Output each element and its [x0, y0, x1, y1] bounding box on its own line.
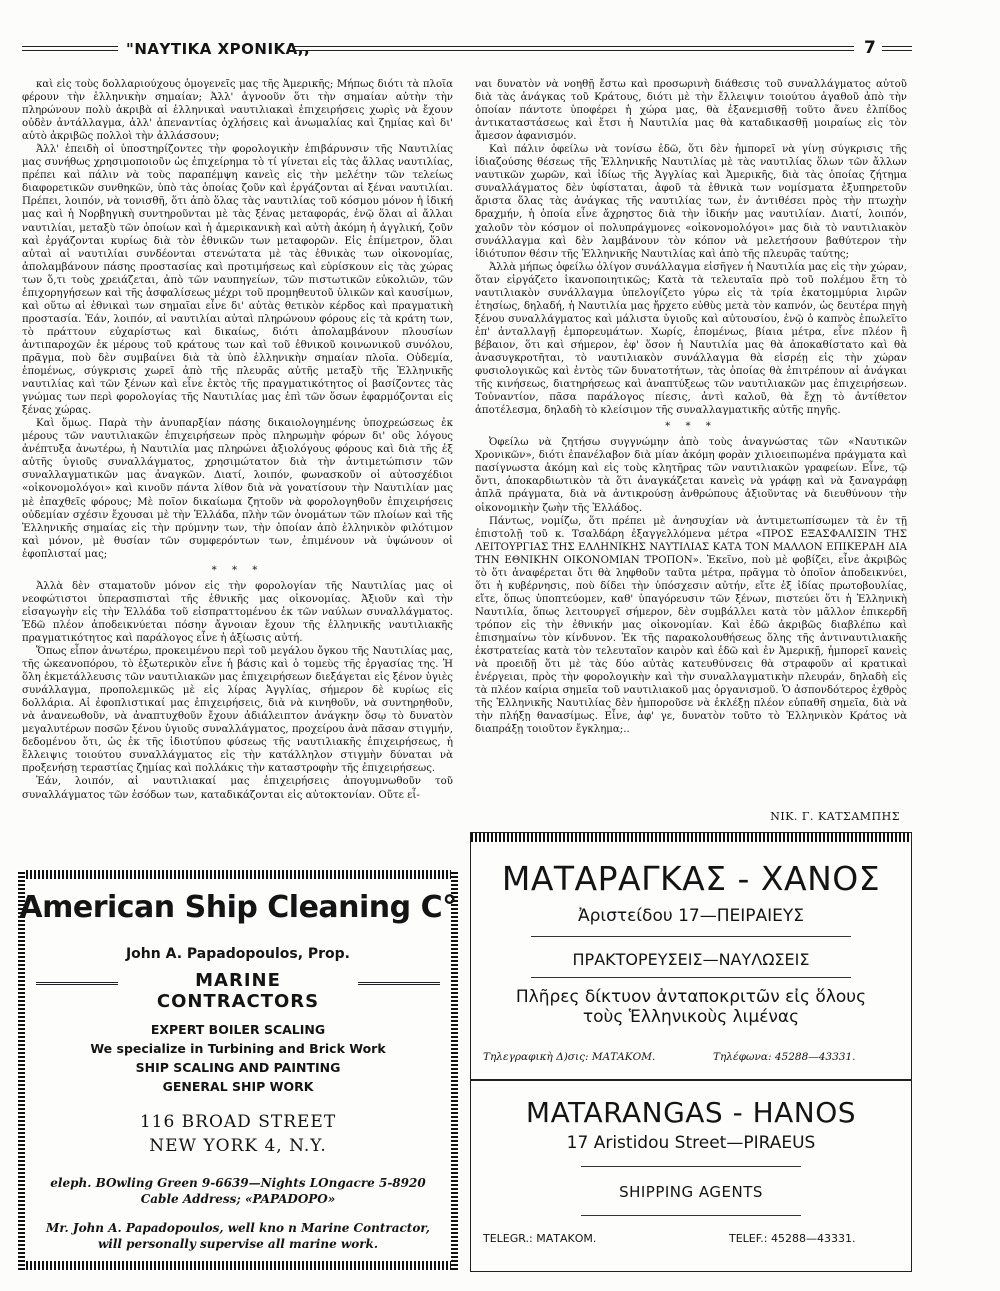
ad-services-english: SHIPPING AGENTS — [619, 1183, 763, 1201]
ad-divider — [581, 1215, 801, 1216]
ad-telegraph-greek: Τηλεγραφικὴ Δ)σις: ΜΑΤΑΚΟΜ. — [483, 1051, 656, 1063]
article-column-right — [475, 78, 907, 828]
page-header — [22, 38, 912, 62]
ad-service-line: We specialize in Turbining and Brick Work — [90, 1041, 386, 1056]
article-paragraph: Ὅπως εἶπον ἀνωτέρω, προκειμένου περὶ τοῦ μεγάλου ὄγκου τῆς Ναυτιλίας μας, τῆς ὠκεανοπόρου, τὸ ἐξωτερικὸν εἶνε ἡ βάσις καὶ ὁ τομεὺς τῆς ἐργασίας της. Ἡ ὅλη ἐκμετάλλευσις τῶν ναυτιλιακῶν μας ἐπιχειρήσεων διεξάγεται εἰς ξένον ὑγιὲς συνάλλαγμα, προπολεμικῶς μὲ εἰς λίρας Ἀγγλίας, σήμερον δὲ κυρίως εἰς δολλάρια. Αἱ ἐφοπλιστικαί μας ἐπιχειρήσεις, διὰ νὰ κινηθοῦν, νὰ συντηρηθοῦν, νὰ ἀνανεωθοῦν, νὰ ἀναπτυχθοῦν ἔχουν ἀδιάλειπτον ἀνάγκην ὅσῳ τὸ δυνατὸν μεγαλυτέρων ποσῶν ξένου ὑγιοῦς συναλλάγματος, προχείρου ἀνὰ πᾶσαν στιγμήν, δεδομένου ὅτι, ὡς ἐκ τῆς ἰδιοτύπου φύσεως τῆς ναυτιλιακῆς ἐπιχειρήσεως, ἡ ἔλλειψις τοιούτου συναλλάγματος εἰς τὴν κατάλληλον στιγμὴν δύναται νὰ προξενήσῃ τεραστίας ζημίας καὶ πολλάκις τὴν καταστροφὴν τῆς ἐπιχειρήσεως. — [22, 646, 453, 775]
ad-border-top — [471, 833, 911, 842]
article-paragraph: Καὶ ὅμως. Παρὰ τὴν ἀνυπαρξίαν πάσης δικαιολογημένης ὑποχρεώσεως ἐκ μέρους τῶν ναυτιλιακῶν ἐπιχειρήσεων πρὸς πληρωμὴν φόρων δι' οὓς λόγους ἀνέπτυξα ἀνωτέρω, ἡ Ναυτιλία μας πληρώνει ἀξιολόγους φόρους καὶ διὰ τῆς ἐξ αὐτῆς ὑγιοῦς συναλλάγματος, χρησιμώτατον διὰ τὴν ἀντιμετώπισιν τῶν συναλλαγματικῶν μας ἀναγκῶν. Διατί, λοιπόν, φωνασκοῦν οἱ αὐτοσχέδιοι «οἰκονομολόγοι» καὶ κινοῦν πάντα λίθον διὰ νὰ γονατίσουν τὴν Ναυτιλίαν μας μὲ ἐπαχθεῖς φόρους; Μὲ ποῖον δικαίωμα ζητοῦν νὰ φορολογηθοῦν ἐπιχειρήσεις οὐδεμίαν σχέσιν ἔχουσαι μὲ τὴν Ἑλλάδα, πλὴν τῶν ὀνομάτων τῶν πλοίων καὶ τῆς Ἑλληνικῆς σημαίας εἰς τὴν πρύμνην των, τὴν ὁποίαν ἀπὸ ἑλληνικὸν φιλότιμον καὶ μόνον, μὲ θυσίαν τῶν συμφερόντων των, ἐπιμένουν νὰ ὑψώνουν οἱ ἐφοπλισταί μας; — [22, 418, 453, 560]
ad-phone-greek: Τηλέφωνα: 45288—43331. — [713, 1051, 856, 1063]
ad-company-name: American Ship Cleaning C° — [19, 890, 457, 925]
ad-note-line: Mr. John A. Papadopoulos, well kno n Marine Contractor, — [46, 1221, 430, 1235]
ad-address — [18, 1110, 458, 1158]
article-paragraph: ναι δυνατὸν νὰ νοηθῇ ἔστω καὶ προσωρινὴ διάθεσις τοῦ συναλλάγματος αὐτοῦ διὰ τὰς ἀνάγκας τοῦ Κράτους, διότι μὲ τὴν ἔλλειψιν τοιούτου ἀγαθοῦ ἀπὸ τὴν ὁποίαν πάντοτε ὑποφέρει ἡ χώρα μας, θὰ ἐξανεμισθῇ τοῦτο ἄνευ ἐλπίδος ἀντικαταστάσεως καὶ ἔτσι ἡ Ναυτιλία μας θὰ καταδικασθῇ μοιραίως εἰς τὸν ἄμεσον ἀφανισμόν. — [475, 79, 907, 143]
article-paragraph: Ἀλλὰ δὲν σταματοῦν μόνον εἰς τὴν φορολογίαν τῆς Ναυτιλίας μας οἱ νεοφώτιστοι ὑπερασπισταὶ τῆς ἐθνικῆς μας οἰκονομίας. Ἀξιοῦν καὶ τὴν εἰσαγωγὴν εἰς τὴν Ἑλλάδα τοῦ εἰσπραττομένου ἐκ τῶν ναύλων συναλλάγματος. Ἐδῶ πλέον ἀποδεικνύεται πόσην ἄγνοιαν ἔχουν τῆς ἑλληνικῆς ναυτιλιακῆς πραγματικότητος καὶ παράλογος εἶνε ἡ ἀξίωσις αὐτή. — [22, 580, 453, 644]
ad-service-line: SHIP SCALING AND PAINTING — [135, 1060, 341, 1075]
article-paragraph: Ὀφείλω νὰ ζητήσω συγγνώμην ἀπὸ τοὺς ἀναγνώστας τῶν «Ναυτικῶν Χρονικῶν», διότι ἐπανέλαβον διὰ μίαν ἀκόμη φορὰν χιλιοειπωμένα πράγματα καὶ πασίγνωστα ἀκόμη καὶ εἰς τοὺς κλητῆρας τῶν ναυτιλιακῶν γραφείων. Εἶνε, τῷ ὄντι, ἀποκαρδιωτικὸν τὰ ὅτι ἀναγκάζεται κανεὶς νὰ γράφῃ καὶ νὰ ξαναγράφῃ ἁπλᾶ πράγματα, διὰ νὰ ἀντικρούσῃ ἀνθρώπους ἀξιοῦντας νὰ διευθύνουν τὴν οἰκονομικὴν ζωὴν τῆς Ἑλλάδος. — [475, 437, 907, 514]
ad-note — [18, 1220, 458, 1252]
header-rule-mid-2 — [292, 50, 854, 51]
article-paragraph: καὶ εἰς τοὺς δολλαριούχους ὁμογενεῖς μας τῆς Ἀμερικῆς; Μήπως διότι τὰ πλοῖα φέρουν τὴν ἑλληνικὴν σημαίαν; Ἀλλ' ἀγνοοῦν ὅτι τὴν σημαίαν αὐτὴν τὴν πληρώνουν πολὺ ἀκριβὰ αἱ ἑλληνικαὶ ναυτιλιακαὶ ἐπιχειρήσεις χωρὶς νὰ ἔχουν οὐδὲν ἀντάλλαγμα, ἀλλ' ἀπεναντίας ὀχλήσεις καὶ ἀνωμαλίας καὶ ζημίας καὶ δι' αὐτὸ ἀκριβῶς πολλοὶ τὴν ἀλλάσσουν; — [22, 79, 453, 143]
ad-cable: Cable Address; «PAPADOPO» — [140, 1192, 336, 1206]
author-signature: ΝΙΚ. Γ. ΚΑΤΣΑΜΠΗΣ — [770, 810, 900, 823]
section-separator: * * * — [665, 421, 717, 433]
ad-divider — [531, 936, 851, 937]
advertisement-mataragkas-hanos — [470, 832, 912, 1272]
ad-rule-left — [36, 982, 118, 985]
ad-note-line: will personally supervise all marine work. — [97, 1237, 379, 1251]
article-column-left — [22, 78, 453, 858]
ad-divider — [581, 1166, 801, 1167]
header-rule-right — [882, 46, 912, 47]
ad-network-line: Πλῆρες δίκτυον ἀνταποκριτῶν εἰς ὅλους — [515, 987, 867, 1007]
header-rule-right-2 — [882, 50, 912, 51]
ad-contact — [18, 1175, 458, 1207]
ad-border-bottom — [18, 1261, 458, 1270]
advertisement-american-ship-cleaning — [18, 870, 458, 1270]
header-rule-left — [22, 46, 118, 47]
article-paragraph: Πάντως, νομίζω, ὅτι πρέπει μὲ ἀνησυχίαν νὰ ἀντιμετωπίσωμεν τὰ ἐν τῇ ἐπιστολῇ τοῦ κ. Τσαλδάρη ἐξαγγελλόμενα μέτρα «ΠΡΟΣ ΕΞΑΣΦΑΛΙΣΙΝ ΤΗΣ ΛΕΙΤΟΥΡΓΙΑΣ ΤΗΣ ΕΛΛΗΝΙΚΗΣ ΝΑΥΤΙΛΙΑΣ ΚΑΤΑ ΤΟΝ ΜΑΛΛΟΝ ΕΠΙΚΕΡΔΗ ΔΙΑ ΤΗΝ ΕΘΝΙΚΗΝ ΟΙΚΟΝΟΜΙΑΝ ΤΡΟΠΟΝ». Ἐκεῖνο, ποὺ μὲ φοβίζει, εἶνε ἀκριβῶς τὸ ὅτι ἀναφέρεται ὅτι θὰ ληφθοῦν ταῦτα μέτρα, πρᾶγμα τὸ ὁποῖον ἀποδεικνύει, ὅτι ἡ κυβέρνησις, ποὺ δίδει τὴν ὑπόσχεσιν αὐτήν, εἴτε ἐξ ἰδίας πρωτοβουλίας, εἴτε, ὅπως ὑποπτεύομεν, καθ' ὑπαγόρευσιν τῶν ξένων, πιστεύει ὅτι ἡ Ἑλληνικὴ Ναυτιλία, ὅπως λειτουργεῖ σήμερον, δὲν συμβάλλει κατὰ τὸν μᾶλλον ἐπικερδῆ τρόπον εἰς τὴν ἐθνικήν μας οἰκονομίαν. Καὶ ἐδῶ ἀκριβῶς διαβλέπω καὶ ἐπισημαίνω τὸν κίνδυνον. Ἐκ τῆς παρακολουθήσεως ὅλης τῆς ἀντιναυτιλιακῆς ἐκστρατείας κατὰ τὸν τελευταῖον καιρὸν καὶ ἐδῶ καὶ ἐν Ἀμερικῇ, ἠμπορεῖ κανεὶς νὰ προειδῇ ὅτι μὲ τὰς δύο αὐτὰς κατευθύνσεις θὰ στραφοῦν αἱ κρατικαὶ ἐνέργειαι, πρὸς τὴν φορολογικὴν καὶ τὴν συναλλαγματικὴν πλευράν, δηλαδὴ εἰς τὰ πλέον καίρια σημεῖα τοῦ ναυτιλιακοῦ μας ὀργανισμοῦ. Ὁ ἀσπονδότερος ἐχθρὸς τῆς Ἑλληνικῆς Ναυτιλίας δὲν ἠμποροῦσε νὰ ἐκλέξῃ πλέον εὐπαθῆ σημεῖα, διὰ νὰ τὴν πλήξῃ θανασίμως. Εἶνε, ἀφ' γε, δυνατὸν τοῦτο τὸ Ἑλληνικὸν Κράτος νὰ διαπράξῃ τοιοῦτον ἔγκλημα;.. — [475, 515, 907, 736]
ad-proprietor: John A. Papadopoulos, Prop. — [125, 946, 351, 962]
article-paragraph: Καὶ πάλιν ὀφείλω νὰ τονίσω ἐδῶ, ὅτι δὲν ἠμπορεῖ νὰ γίνῃ σύγκρισις τῆς ἰδιαζούσης θέσεως τῆς Ἑλληνικῆς Ναυτιλίας μὲ τὰς ναυτιλίας ὅλων τῶν ἄλλων ναυτικῶν χωρῶν, καὶ ἰδίως τῆς Ἀγγλίας καὶ Ἀμερικῆς, διὰ τὰς ὁποίας ζήτημα συναλλάγματος δὲν ὑφίσταται, ἀφοῦ τὰ ἐθνικὰ των νομίσματα ἐξυπηρετοῦν ἄριστα ὅλας τὰς ἀνάγκας τῆς ναυτιλίας των, ἐν ἀντιθέσει πρὸς τὴν πτωχὴν δραχμήν, ἡ ὁποία εἶνε ἄχρηστος διὰ τὴν ἰδικήν μας ναυτιλίαν. Διατί, λοιπόν, χαλοῦν τὸν κόσμον οἱ πολυπράγμονες «οἰκονομολόγοι» μας διὰ τὸ ναυτιλιακὸν συνάλλαγμα καὶ δὲν λαμβάνουν τὸν κόπον νὰ μελετήσουν βαθύτερον τὴν ἰδιότυπον θέσιν τῆς Ἑλληνικῆς Ναυτιλίας καὶ ἀπὸ τῆς πλευρᾶς ταύτης; — [475, 144, 907, 260]
page-number: 7 — [864, 38, 876, 58]
section-separator: * * * — [211, 564, 264, 576]
ad-phone: eleph. BOwling Green 9-6639—Nights LOngacre 5-8920 — [50, 1176, 426, 1190]
ad-divider — [531, 977, 851, 978]
ad-network-line: τοὺς Ἑλληνικοὺς λιμένας — [582, 1007, 800, 1027]
journal-title: "ΝΑΥΤΙΚΑ ΧΡΟΝΙΚΑ,, — [126, 40, 311, 58]
ad-network-greek — [471, 987, 911, 1027]
ad-rule-right — [358, 982, 440, 985]
ad-border-top — [18, 870, 458, 879]
article-paragraph: Ἀλλ' ἐπειδὴ οἱ ὑποστηρίζοντες τὴν φορολογικὴν ἐπιβάρυνσιν τῆς Ναυτιλίας μας συνήθως χρησιμοποιοῦν ὡς ἐπιχείρημα τὸ τί γίνεται εἰς τὰς ἄλλας ναυτιλίας, πρέπει καὶ πάλιν νὰ τοὺς παραπέμψη κανεὶς εἰς τὴν μελέτην τῶν τελείως διαφορετικῶν συνθηκῶν, ὑπὸ τὰς ὁποίας ζοῦν καὶ ἐργάζονται αἱ ξέναι ναυτιλίαι. Πρέπει, λοιπόν, νὰ τονισθῆ, ὅτι ἀπὸ ὅλας τὰς ναυτιλίας τοῦ κόσμου μόνον ἡ ἰδική μας καὶ ἡ Νορβηγικὴ συντηροῦνται μὲ τὰς ξένας μεταφοράς, ἐνῷ ὅλαι αἱ ἄλλαι ναυτιλίαι, μεταξὺ τῶν ὁποίων καὶ ἡ ἀμερικανικὴ καὶ αὐτὴ ἀκόμη ἡ ἀγγλική, ζοῦν καὶ ἐργάζονται κυρίως διὰ τὸν ἐθνικῶν των μεταφορῶν. Εἰς ἐπίμετρον, ὅλαι αὐταὶ αἱ ναυτιλίαι συνδέονται στενώτατα μὲ τὰς ἐθνικὰς των οἰκονομίας, ἀπολαμβάνουν πάσης προστασίας καὶ προτιμήσεως καὶ εὑρίσκουν εἰς τὰς χώρας των ὅ,τι τοὺς χρειάζεται, ἀπὸ τῶν ναυπηγείων, τῶν πιστωτικῶν εὐκολιῶν, τῶν ἐπιχορηγήσεων καὶ τῆς ἀσφαλίσεως μέχρι τοῦ προμηθευτοῦ ὑλικῶν καὶ καυσίμων, καὶ οὕτω αἱ ἐθνικαὶ των σημαῖαι εἶνε δι' αὐτὰς θετικὸν κέρδος καὶ πραγματικὴ προστασία. Ἐάν, λοιπόν, αἱ ναυτιλίαι αὐταὶ πληρώνουν φόρους εἰς τὰ κράτη των, τὸ πράττουν εὐχαρίστως καὶ δικαίως, διότι ἀπολαμβάνουν πλουσίων ἀντιπαροχῶν ἐκ μέρους τοῦ κράτους των καὶ τοῦ ἐθνικοῦ κοινωνικοῦ συνόλου, πρᾶγμα, ποὺ δὲν συμβαίνει διὰ τὰ ὑπὸ ἑλληνικὴν σημαίαν πλοῖα. Οὐδεμία, ἑπομένως, σύγκρισις χωρεῖ ἀπὸ τῆς πλευρᾶς αὐτῆς μεταξὺ τῆς Ἑλληνικῆς ναυτιλίας καὶ τῶν ξένων καὶ εἶνε ἐκτὸς τῆς πραγματικότητος οἱ βασίζοντες τὰς γνώμας των περὶ φορολογίας τῆς Ναυτιλίας μας ἐπὶ τῶν ὅσων ἐφαρμόζονται εἰς ξένας χώρας. — [22, 144, 453, 417]
ad-service-line: GENERAL SHIP WORK — [162, 1079, 314, 1094]
ad-street: 116 BROAD STREET — [139, 1112, 337, 1132]
ad-address-greek: Ἀριστείδου 17—ΠΕΙΡΑΙΕΥΣ — [577, 906, 805, 926]
article-paragraph: Ἀλλὰ μήπως ὀφείλω ὀλίγον συνάλλαγμα εἰσῆγεν ἡ Ναυτιλία μας εἰς τὴν χώραν, ὅταν εἰργάζετο ἱκανοποιητικῶς; Κατὰ τὰ τελευταῖα πρὸ τοῦ πολέμου ἔτη τὸ ναυτιλιακὸν συνάλλαγμα ὑπελογίζετο γύρω εἰς τὰ τρία ἑκατομμύρια λιρῶν ἐτησίως, δηλαδή, ἡ Ναυτιλία μας ἤρχετο εὐθὺς μετὰ τὸν καπνόν, ὡς δευτέρα πηγὴ ξένου συναλλάγματος καὶ μάλιστα ὑγιοῦς καὶ αὐτουσίου, ἐνῷ ὁ καπνὸς ἐπωλεῖτο ἐπ' ἀνταλλαγῇ ἐμπορευμάτων. Χωρίς, ἑπομένως, βίαια μέτρα, εἶνε πλέον ἢ βέβαιον, ὅτι καὶ σήμερον, ἐφ' ὅσον ἡ Ναυτιλία μας θὰ ἀποκαθίστατο καὶ θὰ ἀνασυγκροτῆται, τὸ ναυτιλιακὸν συνάλλαγμα θὰ εἰσρέῃ εἰς τὴν χώραν φυσιολογικῶς καὶ ἐντὸς τῶν δυνατοτήτων, τὰς ὁποίας θὰ ἐπιτρέπουν αἱ ἀνάγκαι τῆς κινήσεως, διατηρήσεως καὶ ἀναπτύξεως τῶν ναυτιλιακῶν μας ἐπιχειρήσεων. Τοὐναντίον, πᾶσα παράλογος πίεσις, ἀντὶ καλοῦ, θὰ ἔχῃ τὸ ἀντίθετον ἀποτέλεσμα, δηλαδὴ τὸ κλείσιμον τῆς συναλλαγματικῆς αὐτῆς πηγῆς. — [475, 261, 907, 417]
ad-section-divider — [471, 1079, 911, 1081]
ad-city: NEW YORK 4, N.Y. — [149, 1136, 327, 1156]
article-paragraph: Ἐάν, λοιπόν, αἱ ναυτιλιακαί μας ἐπιχειρήσεις ἀπογυμνωθοῦν τοῦ συναλλάγματος τῶν ἐσόδων των, καταδικάζονται εἰς αὐτοκτονίαν. Οὔτε εἶ- — [22, 776, 453, 801]
ad-services — [18, 1020, 458, 1096]
header-rule-left-2 — [22, 50, 118, 51]
header-rule-mid — [292, 46, 854, 47]
ad-service-line: EXPERT BOILER SCALING — [150, 1022, 326, 1037]
ad-telegraph-english: TELEGR.: ΜΑΤΑΚΟΜ. — [483, 1232, 597, 1245]
ad-tagline: MARINE CONTRACTORS — [156, 970, 320, 1012]
ad-company-name-english: MATARANGAS - HANOS — [525, 1096, 857, 1129]
ad-services-greek: ΠΡΑΚΤΟΡΕΥΣΕΙΣ—ΝΑΥΛΩΣΕΙΣ — [572, 950, 810, 969]
ad-company-name-greek: ΜΑΤΑΡΑΓΚΑΣ - ΧΑΝΟΣ — [501, 859, 881, 898]
ad-phone-english: TELEF.: 45288—43331. — [729, 1232, 856, 1245]
ad-address-english: 17 Aristidou Street—PIRAEUS — [566, 1133, 816, 1153]
